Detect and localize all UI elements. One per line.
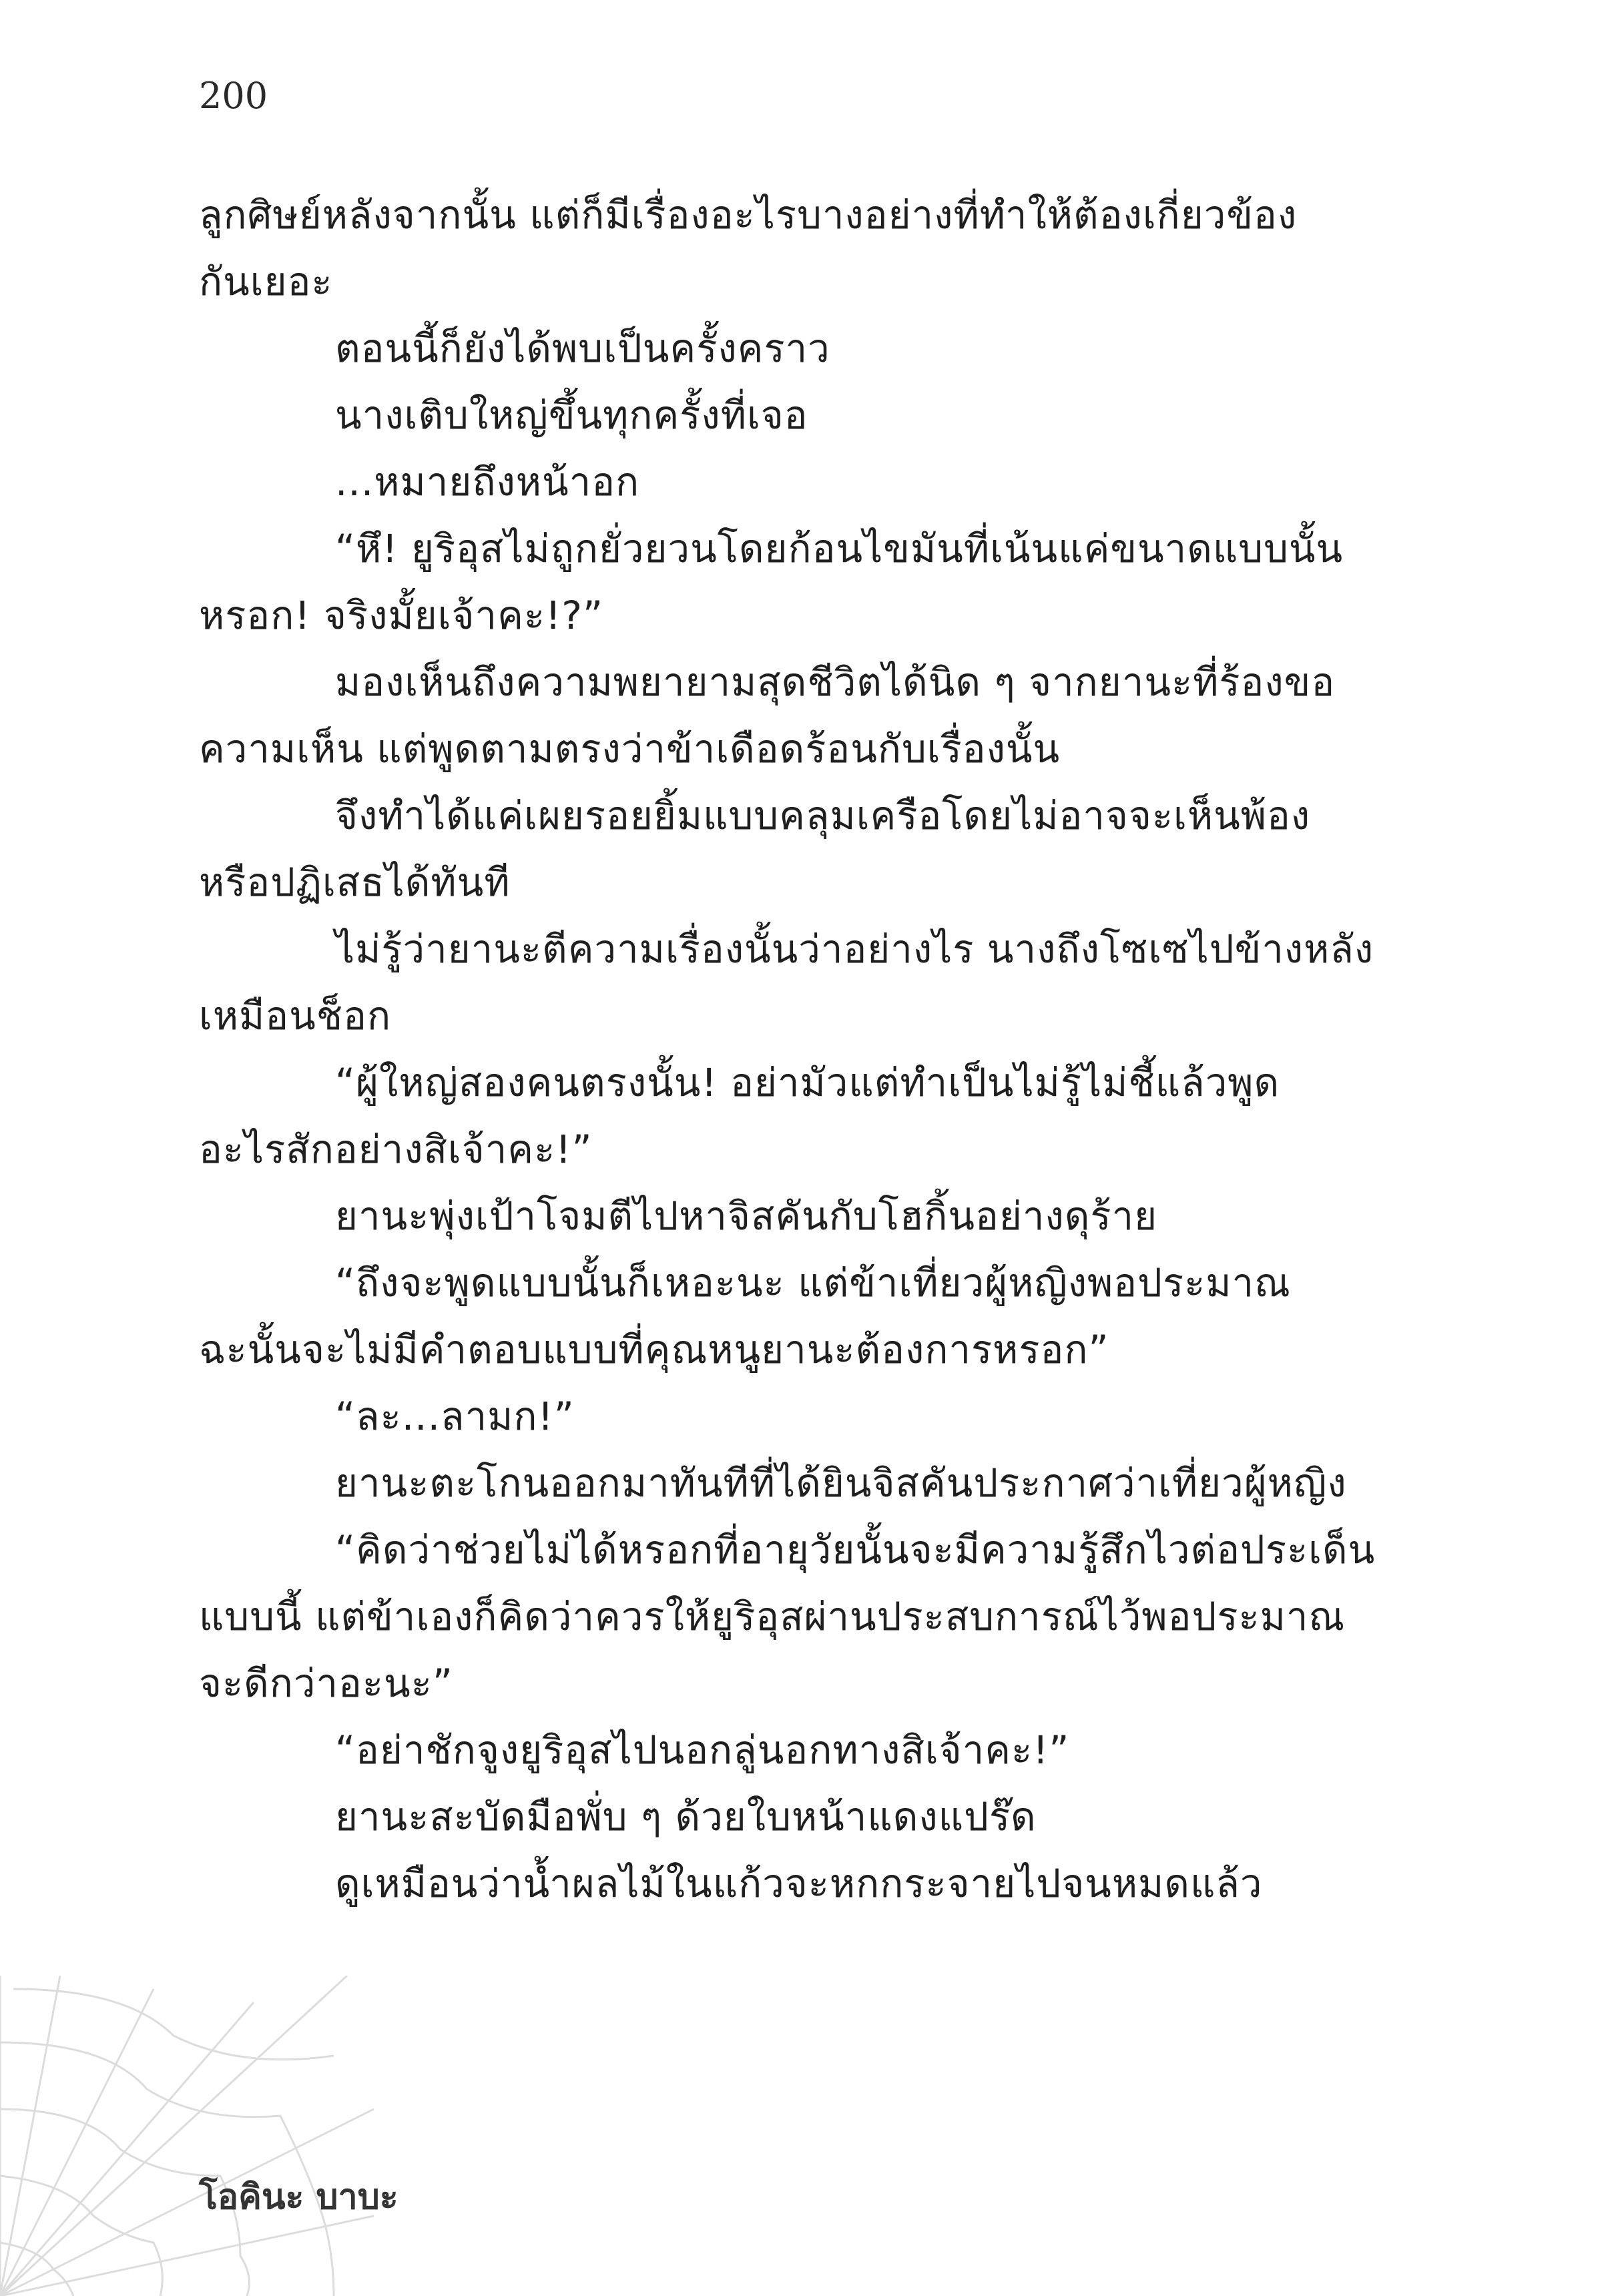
spider-web-icon xyxy=(0,1976,374,2296)
text-line: ...หมายถึงหน้าอก xyxy=(335,459,640,505)
text-line: หรอก! จริงมั้ยเจ้าคะ!?” xyxy=(199,593,604,638)
text-line: จะดีกว่าอะนะ” xyxy=(199,1661,453,1706)
text-line: ตอนนี้ก็ยังได้พบเป็นครั้งคราว xyxy=(335,326,830,371)
text-line: “ละ...ลามก!” xyxy=(335,1394,575,1439)
text-line: หรือปฏิเสธได้ทันที xyxy=(199,860,511,905)
text-line: ไม่รู้ว่ายานะตีความเรื่องนั้นว่าอย่างไร นางถึงโซเซไปข้างหลัง xyxy=(335,926,1374,972)
text-line: “อย่าชักจูงยูริอุสไปนอกลู่นอกทางสิเจ้าคะ!” xyxy=(335,1727,1070,1773)
text-line: ลูกศิษย์หลังจากนั้น แต่ก็มีเรื่องอะไรบางอย่างที่ทำให้ต้องเกี่ยวข้อง xyxy=(199,192,1298,238)
text-line: ยานะสะบัดมือพั่บ ๆ ด้วยใบหน้าแดงแปร๊ด xyxy=(335,1794,1037,1839)
text-line: นางเติบใหญ่ขึ้นทุกครั้งที่เจอ xyxy=(335,392,808,438)
text-line: “ผู้ใหญ่สองคนตรงนั้น! อย่ามัวแต่ทำเป็นไม่รู้ไม่ชี้แล้วพูด xyxy=(335,1060,1280,1105)
text-line: อะไรสักอย่างสิเจ้าคะ!” xyxy=(199,1127,593,1172)
text-line: ดูเหมือนว่าน้ำผลไม้ในแก้วจะหกกระจายไปจนหมดแล้ว xyxy=(335,1861,1263,1906)
text-line: “คิดว่าช่วยไม่ได้หรอกที่อายุวัยนั้นจะมีความรู้สึกไวต่อประเด็น xyxy=(335,1527,1376,1572)
page-number: 200 xyxy=(199,75,268,117)
text-line: ความเห็น แต่พูดตามตรงว่าข้าเดือดร้อนกับเรื่องนั้น xyxy=(199,726,1061,772)
footer-author: โอคินะ บาบะ xyxy=(199,2177,398,2217)
text-line: มองเห็นถึงความพยายามสุดชีวิตได้นิด ๆ จากยานะที่ร้องขอ xyxy=(335,659,1336,705)
text-line: “ถึงจะพูดแบบนั้นก็เหอะนะ แต่ข้าเที่ยวผู้หญิงพอประมาณ xyxy=(335,1260,1291,1306)
text-line: เหมือนช็อก xyxy=(199,993,392,1039)
text-line: ยานะพุ่งเป้าโจมตีไปหาจิสคันกับโฮกิ้นอย่างดุร้าย xyxy=(335,1193,1158,1239)
text-line: แบบนี้ แต่ข้าเองก็คิดว่าควรให้ยูริอุสผ่านประสบการณ์ไว้พอประมาณ xyxy=(199,1594,1346,1639)
text-line: “หึ! ยูริอุสไม่ถูกยั่วยวนโดยก้อนไขมันที่เน้นแค่ขนาดแบบนั้น xyxy=(335,526,1344,571)
text-line: กันเยอะ xyxy=(199,259,333,304)
text-line: ฉะนั้นจะไม่มีคำตอบแบบที่คุณหนูยานะต้องการหรอก” xyxy=(199,1327,1109,1372)
text-line: ยานะตะโกนออกมาทันทีที่ได้ยินจิสคันประกาศว่าเที่ยวผู้หญิง xyxy=(335,1460,1347,1506)
body-text xyxy=(199,182,1416,1917)
text-line: จึงทำได้แค่เผยรอยยิ้มแบบคลุมเครือโดยไม่อาจจะเห็นพ้อง xyxy=(335,793,1311,838)
